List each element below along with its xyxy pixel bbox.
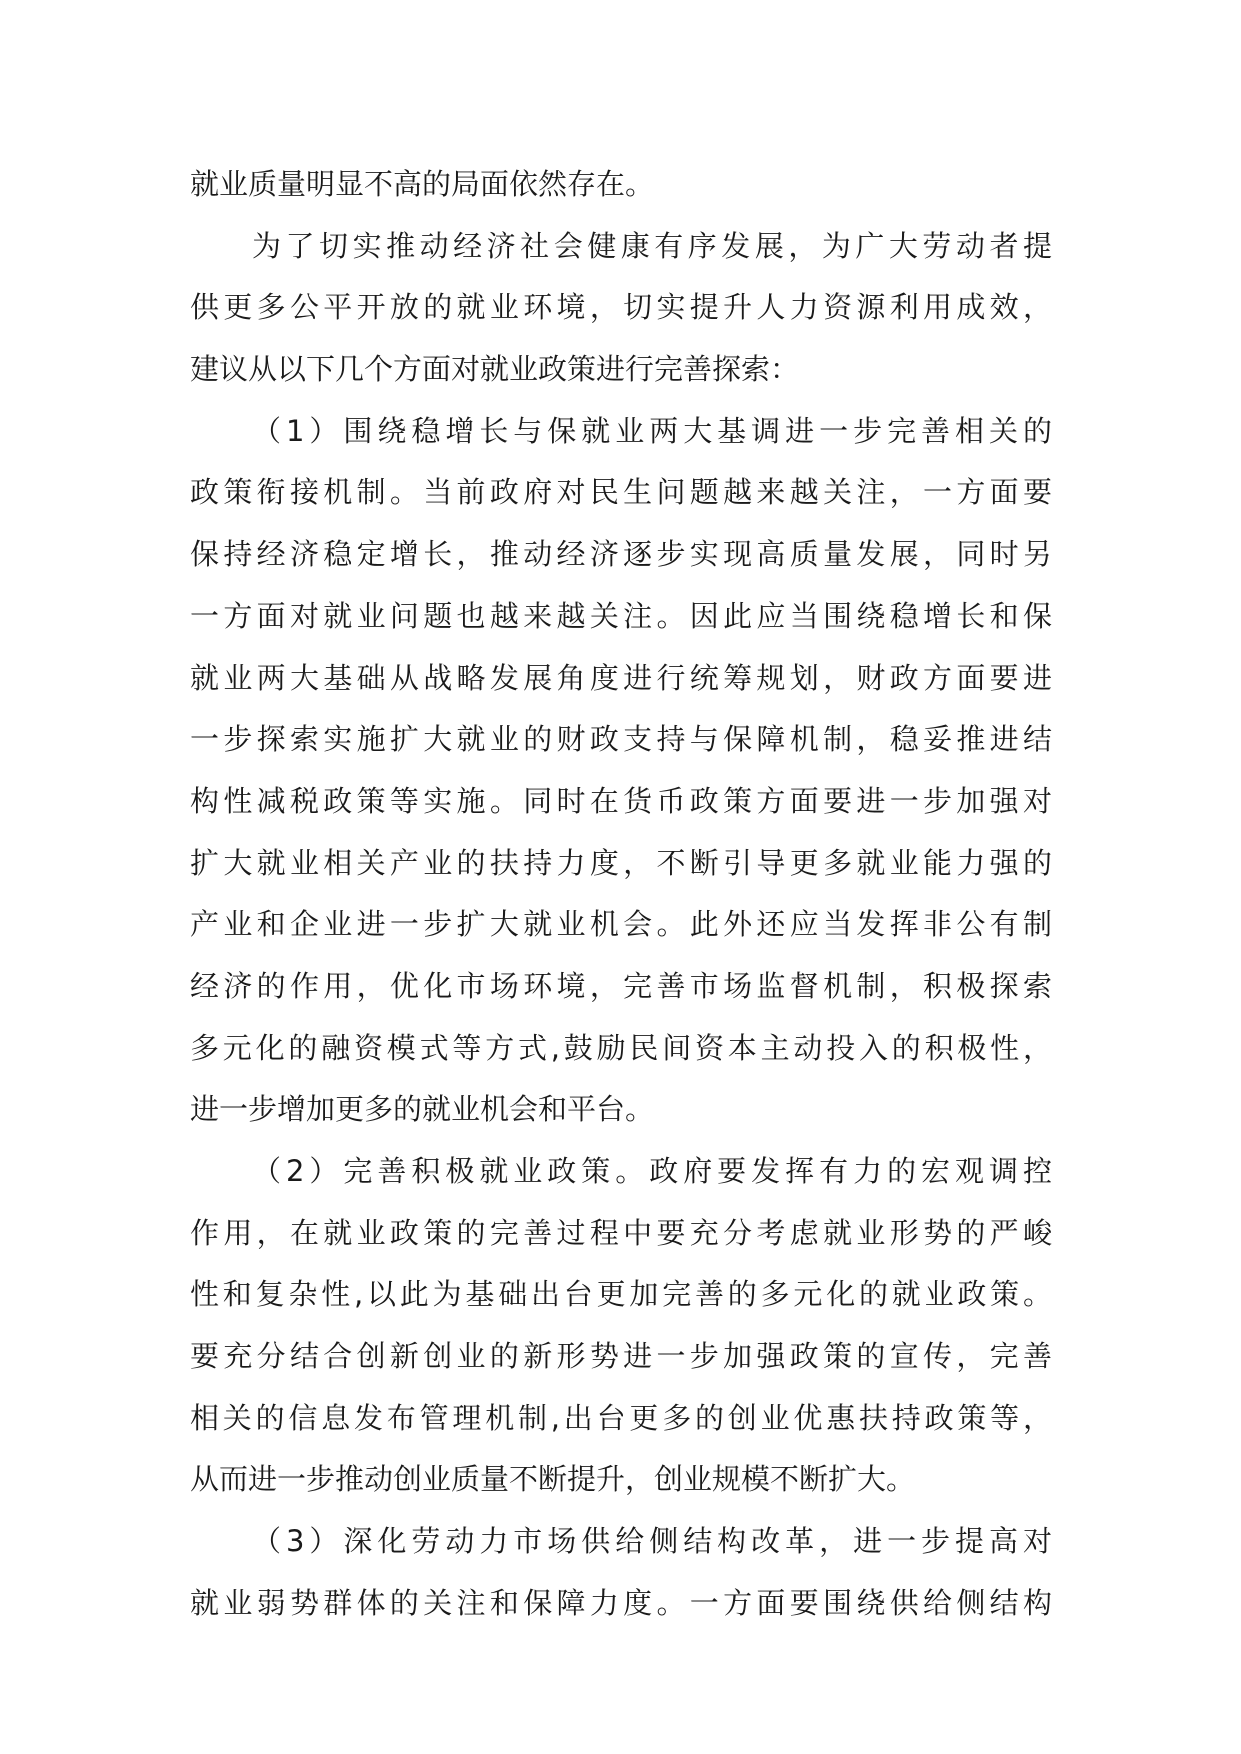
text-line: （1）围绕稳增长与保就业两大基调进一步完善相关的 [252,413,1052,448]
text-line: 多元化的融资模式等方式,鼓励民间资本主动投入的积极性， [190,1030,1052,1065]
text-line: （2）完善积极就业政策。政府要发挥有力的宏观调控 [252,1154,1052,1188]
text-line: 作用，在就业政策的完善过程中要充分考虑就业形势的严峻 [190,1215,1052,1250]
text-line: 就业质量明显不高的局面依然存在。 [190,167,655,201]
text-line: 进一步增加更多的就业机会和平台。 [190,1092,655,1127]
text-line: 一步探索实施扩大就业的财政支持与保障机制，稳妥推进结 [190,722,1052,757]
text-line: 供更多公平开放的就业环境，切实提升人力资源利用成效， [190,290,1052,325]
text-line: 构性减税政策等实施。同时在货币政策方面要进一步加强对 [190,783,1052,818]
text-line: 政策衔接机制。当前政府对民生问题越来越关注，一方面要 [190,475,1052,510]
text-line: （3）深化劳动力市场供给侧结构改革，进一步提高对 [252,1524,1052,1559]
text-line: 保持经济稳定增长，推动经济逐步实现高质量发展，同时另 [190,537,1052,572]
text-line: 从而进一步推动创业质量不断提升，创业规模不断扩大。 [190,1462,916,1497]
text-line: 一方面对就业问题也越来越关注。因此应当围绕稳增长和保 [190,598,1052,633]
text-line: 建议从以下几个方面对就业政策进行完善探索： [190,352,800,387]
text-line: 产业和企业进一步扩大就业机会。此外还应当发挥非公有制 [190,907,1052,942]
text-line: 就业两大基础从战略发展角度进行统筹规划，财政方面要进 [190,660,1052,695]
text-line: 扩大就业相关产业的扶持力度，不断引导更多就业能力强的 [190,845,1052,880]
text-line: 为了切实推动经济社会健康有序发展，为广大劳动者提 [252,228,1052,263]
text-line: 经济的作用，优化市场环境，完善市场监督机制，积极探索 [190,968,1052,1003]
text-line: 就业弱势群体的关注和保障力度。一方面要围绕供给侧结构 [190,1585,1052,1620]
body-text [190,154,1052,1635]
text-line: 要充分结合创新创业的新形势进一步加强政策的宣传，完善 [190,1339,1052,1374]
text-line: 性和复杂性,以此为基础出台更加完善的多元化的就业政策。 [190,1277,1052,1312]
text-line: 相关的信息发布管理机制,出台更多的创业优惠扶持政策等， [190,1400,1052,1435]
